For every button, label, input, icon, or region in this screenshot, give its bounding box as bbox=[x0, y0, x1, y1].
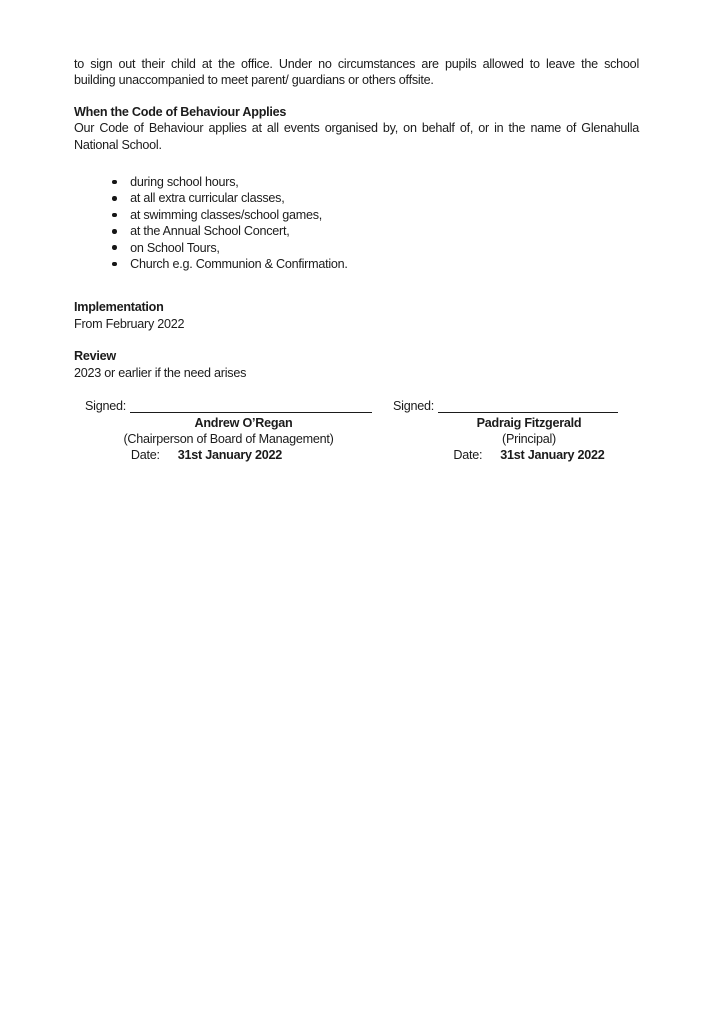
section-when-applies bbox=[74, 104, 639, 273]
signatory-name: Andrew O’Regan bbox=[194, 415, 293, 430]
signature-line bbox=[438, 398, 618, 413]
signatory-title: (Chairperson of Board of Management) bbox=[123, 431, 334, 446]
when-applies-body-line-2: National School. bbox=[74, 137, 162, 152]
bullet-icon bbox=[112, 229, 117, 234]
signatory-title: (Principal) bbox=[502, 431, 556, 446]
list-item-label: at all extra curricular classes, bbox=[130, 191, 285, 206]
bullet-icon bbox=[112, 213, 117, 218]
signature-date-row bbox=[440, 447, 618, 463]
signatory-name: Padraig Fitzgerald bbox=[476, 415, 582, 430]
applies-bullet-list bbox=[74, 174, 639, 272]
date-value: 31st January 2022 bbox=[177, 448, 283, 463]
list-item-label: on School Tours, bbox=[130, 240, 220, 255]
list-item bbox=[74, 207, 639, 223]
section-review bbox=[74, 348, 639, 381]
implementation-body: From February 2022 bbox=[74, 316, 185, 331]
signed-label: Signed: bbox=[85, 399, 126, 414]
date-value: 31st January 2022 bbox=[500, 448, 605, 463]
list-item bbox=[74, 223, 639, 239]
signed-line-right bbox=[393, 398, 618, 414]
signature-left bbox=[85, 398, 372, 464]
section-implementation bbox=[74, 299, 639, 332]
intro-paragraph-line-1: to sign out their child at the office. Under no circumstances are pupils allowed to leave the school bbox=[74, 57, 639, 71]
bullet-icon bbox=[112, 262, 117, 267]
list-item-label: during school hours, bbox=[130, 175, 239, 190]
signature-right bbox=[393, 398, 618, 464]
list-item bbox=[74, 174, 639, 190]
implementation-heading: Implementation bbox=[74, 300, 164, 315]
bullet-icon bbox=[112, 196, 117, 201]
signed-line-left bbox=[85, 398, 372, 414]
date-label: Date: bbox=[130, 448, 160, 463]
signed-label: Signed: bbox=[393, 399, 434, 414]
when-applies-body-line-1: Our Code of Behaviour applies at all events organised by, on behalf of, or in the name of Glenahulla bbox=[74, 121, 639, 136]
list-item bbox=[74, 240, 639, 256]
list-item-label: at the Annual School Concert, bbox=[130, 224, 290, 239]
list-item bbox=[74, 190, 639, 206]
bullet-icon bbox=[112, 180, 117, 185]
list-item-label: at swimming classes/school games, bbox=[130, 207, 323, 222]
signature-right-center-block bbox=[393, 415, 618, 464]
date-label: Date: bbox=[453, 448, 483, 463]
intro-paragraph bbox=[74, 56, 639, 89]
intro-paragraph-line-2: building unaccompanied to meet parent/ guardians or others offsite. bbox=[74, 73, 434, 88]
when-applies-heading: When the Code of Behaviour Applies bbox=[74, 104, 287, 119]
list-item bbox=[74, 256, 639, 272]
signature-block bbox=[74, 398, 639, 464]
document-content bbox=[74, 56, 639, 464]
signature-date-row bbox=[85, 447, 372, 463]
signature-line bbox=[130, 398, 372, 413]
bullet-icon bbox=[112, 245, 117, 250]
list-item-label: Church e.g. Communion & Confirmation. bbox=[130, 257, 348, 272]
review-heading: Review bbox=[74, 349, 116, 364]
review-body: 2023 or earlier if the need arises bbox=[74, 365, 247, 380]
